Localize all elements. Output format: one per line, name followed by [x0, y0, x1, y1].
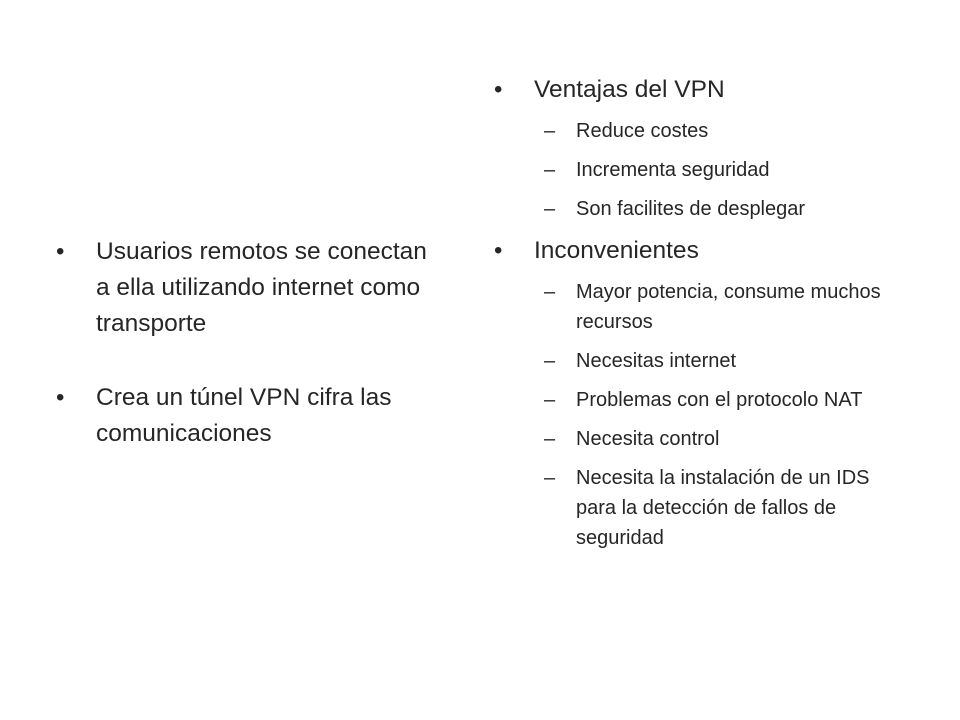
dash-glyph: – — [544, 428, 556, 450]
sub-item — [534, 424, 914, 454]
left-bullet-text: Usuarios remotos se conectan a ella utilizando internet como transporte — [96, 238, 427, 337]
dash-glyph: – — [544, 389, 556, 411]
section-ventajas — [494, 72, 914, 224]
sub-item-text: Necesitas internet — [576, 350, 737, 372]
sub-item — [534, 155, 914, 185]
sub-item-text: Reduce costes — [576, 120, 709, 142]
sub-item — [534, 463, 914, 553]
dash-glyph: – — [544, 281, 556, 303]
section-heading: Ventajas del VPN — [534, 76, 725, 103]
sub-item-text: Incrementa seguridad — [576, 159, 770, 181]
dash-glyph: – — [544, 198, 556, 220]
bullet-glyph: • — [56, 238, 65, 265]
sub-item — [534, 194, 914, 224]
left-bullet-text: Crea un túnel VPN cifra las comunicaciones — [96, 384, 392, 447]
sub-item-text: Son facilites de desplegar — [576, 198, 806, 220]
dash-glyph: – — [544, 120, 556, 142]
sub-item-text: Necesita control — [576, 428, 720, 450]
bullet-glyph: • — [56, 384, 65, 411]
sub-list — [534, 277, 914, 553]
sub-item — [534, 277, 914, 337]
section-heading: Inconvenientes — [534, 237, 699, 264]
sub-item-text: Necesita la instalación de un IDS para la detección de fallos de seguridad — [576, 467, 870, 549]
section-inconvenientes — [494, 233, 914, 553]
dash-glyph: – — [544, 350, 556, 372]
sub-item — [534, 385, 914, 415]
left-bullet-item — [56, 234, 436, 342]
left-bullet-list — [56, 234, 436, 452]
sub-item-text: Mayor potencia, consume muchos recursos — [576, 281, 881, 333]
sub-item — [534, 346, 914, 376]
sub-item — [534, 116, 914, 146]
dash-glyph: – — [544, 159, 556, 181]
sub-item-text: Problemas con el protocolo NAT — [576, 389, 863, 411]
bullet-glyph: • — [494, 76, 503, 103]
sub-list — [534, 116, 914, 224]
dash-glyph: – — [544, 467, 556, 489]
left-bullet-item — [56, 380, 436, 452]
bullet-glyph: • — [494, 237, 503, 264]
right-bullet-list — [494, 72, 914, 562]
